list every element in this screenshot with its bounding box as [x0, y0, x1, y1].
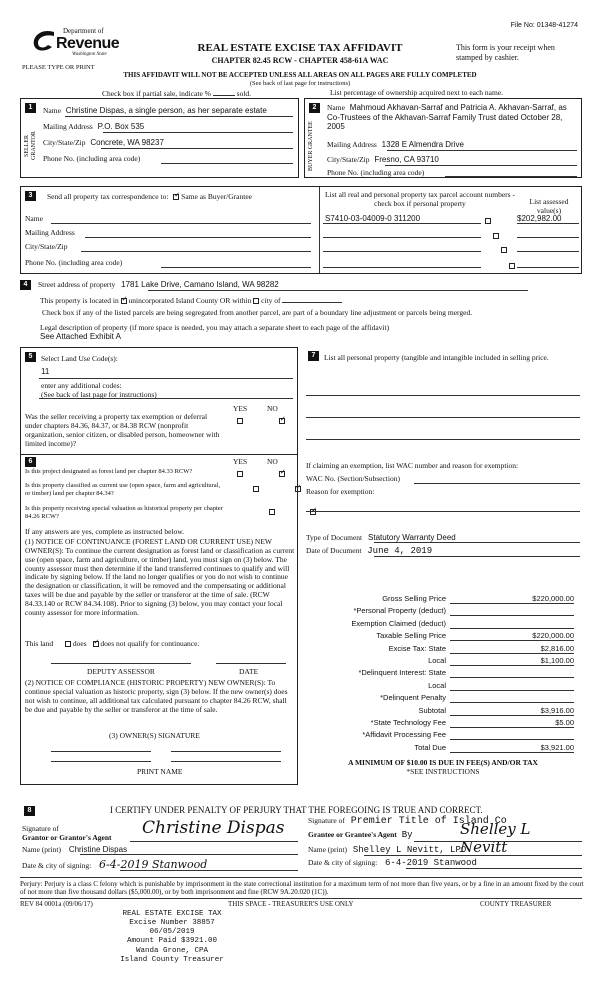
exempt-no-checkbox[interactable]: [279, 418, 285, 424]
fee-row: [304, 705, 582, 717]
no-header-6: NO: [267, 457, 278, 466]
doc-type-value[interactable]: Statutory Warranty Deed: [368, 533, 456, 542]
seller-mail-line: [103, 132, 293, 133]
forest-yes-checkbox[interactable]: [237, 471, 243, 477]
section-4-number: 4: [20, 280, 31, 290]
buyer-city-line: [385, 165, 577, 166]
assessed-header: List assessed value(s): [529, 197, 569, 215]
continuance-notice: (1) NOTICE OF CONTINUANCE (FOREST LAND OR CURRENT USE) NEW OWNER(S): To continue the current designation as forest land or classification as current use (open space, farm and agriculture, or timber) land, you must sign on (3) below. The county assessor must then determine if the land transferred continues to qualify and will indicate by signing below. If the land no longer qualifies or you do not wish to continue the designation or classification, it will be removed and the compensating or additional taxes will be due and payable by the seller or transferor at the time of sale. (RCW 84.33.140 or RCW 84.34.108). Prior to signing (3) below, you may contact your local county assessor for more information.: [25, 537, 295, 617]
legal-label: Legal description of property (if more space is needed, you may attach a separate sheet to each page of the affidavit): [40, 323, 390, 332]
doc-date-label: Date of Document: [306, 546, 362, 555]
section-3-number: 3: [25, 191, 36, 201]
fee-label: Local: [428, 680, 446, 690]
grantee-agent-label: Grantee or Grantee's Agent: [308, 830, 397, 839]
located-row: [40, 295, 342, 305]
seller-name-row: [43, 106, 295, 116]
county-treasurer-label: COUNTY TREASURER: [480, 900, 552, 908]
section-3-divider: [319, 187, 320, 273]
street-line: [148, 290, 528, 291]
fee-value[interactable]: $220,000.00: [450, 631, 574, 641]
grantee-name-label: Name (print): [308, 845, 347, 854]
fee-row: [304, 680, 582, 692]
parcel-field-4[interactable]: [323, 267, 481, 268]
buyer-city-value[interactable]: Fresno, CA 93710: [374, 155, 439, 164]
rev-number: REV 84 0001a (09/06/17): [20, 900, 93, 908]
perjury-notice: Perjury: Perjury is a class C felony which is punishable by imprisonment in the state correctional institution for a maximum term of not more than five years, or by a fine in an amount fixed by the court of not more than five thousand dollars ($5,000.00), or by both imprisonment and fine (RCW 9A.20.020 (1C)).: [20, 880, 584, 897]
logo-swoosh-icon: [30, 28, 58, 54]
reason-label: Reason for exemption:: [306, 487, 375, 496]
reason-field-1[interactable]: [306, 511, 580, 512]
grantee-name-value[interactable]: Shelley L Nevitt, LPO: [352, 845, 467, 855]
fee-value[interactable]: [450, 606, 574, 616]
see-instructions: *SEE INSTRUCTIONS: [406, 767, 480, 776]
grantor-date-label: Date & city of signing:: [22, 861, 92, 870]
grantor-sig-of: Signature of: [22, 824, 59, 833]
buyer-name-value[interactable]: Mahmoud Akhavan-Sarraf and Patricia A. Akhavan-Sarraf, as Co-Trustees of the Akhavan-Sarraf Family Trust dated October 28, 2005: [327, 103, 567, 132]
same-as-buyer-checkbox[interactable]: [173, 194, 179, 200]
does-not-label: does not: [100, 639, 126, 648]
segregated-text: Check box if any of the listed parcels are being segregated from another parcel, are part of a boundary line adjustment or parcels being merged.: [42, 308, 473, 317]
buyer-mail-row: [327, 140, 464, 150]
doc-type-line: [374, 542, 580, 543]
section-1-seller: [20, 98, 299, 178]
seller-city-line: [101, 148, 293, 149]
c-name-field[interactable]: [51, 223, 311, 224]
segregated-row: [42, 308, 582, 317]
land-use-label: Select Land Use Code(s):: [41, 354, 118, 363]
section-7-exemption: [304, 347, 582, 787]
fee-row: [304, 742, 582, 754]
fee-value[interactable]: $5.00: [450, 718, 574, 728]
fee-row: [304, 643, 582, 655]
continuance-row: [25, 639, 199, 648]
fee-value[interactable]: $3,921.00: [450, 743, 574, 753]
fee-value[interactable]: $3,916.00: [450, 706, 574, 716]
fee-row: [304, 655, 582, 667]
land-use-line: [39, 378, 293, 379]
treasurer-use-only: THIS SPACE - TREASURER'S USE ONLY: [228, 900, 354, 908]
stamp-line: 06/05/2019: [149, 928, 195, 937]
seller-name-value[interactable]: Christine Dispas, a single person, as her separate estate: [65, 106, 267, 115]
buyer-phone-label: Phone No. (including area code): [327, 168, 425, 177]
grantor-sig-line: [130, 841, 298, 842]
assessed-field-4[interactable]: [517, 267, 579, 268]
exemption-question: Was the seller receiving a property tax exemption or deferral under chapters 84.36, 84.37, or 84.38 RCW (nonprofit organization, senior citizen, or disabled person, homeowner with limited income)?: [25, 412, 220, 448]
assessed-line-1: [517, 223, 579, 224]
grantee-date-label: Date & city of signing:: [308, 858, 378, 867]
city-of-checkbox[interactable]: [253, 298, 259, 304]
fee-value[interactable]: [450, 619, 574, 629]
exempt-yes-checkbox[interactable]: [237, 418, 243, 424]
located-pre: This property is located in: [40, 296, 119, 305]
c-mail-field[interactable]: [85, 237, 311, 238]
section-6-designation: [20, 455, 298, 785]
fee-label: Gross Selling Price: [382, 594, 446, 603]
section-4-property: [20, 280, 582, 345]
buyer-phone-field[interactable]: [445, 176, 577, 177]
buyer-name-row: [327, 103, 577, 132]
fee-value[interactable]: [450, 693, 574, 703]
qualify-label: qualify for continuance.: [127, 639, 200, 648]
form-title: REAL ESTATE EXCISE TAX AFFIDAVIT: [197, 42, 403, 54]
owner-sig-field-2[interactable]: [171, 751, 281, 752]
seller-city-label: City/State/Zip: [43, 138, 86, 147]
unincorporated-checkbox[interactable]: [121, 298, 127, 304]
seller-grantor-label: SELLER GRANTOR: [24, 131, 38, 161]
buyer-city-label: City/State/Zip: [327, 155, 370, 164]
file-number: File No: 01348-41274: [510, 22, 578, 29]
treasurer-stamp: [112, 910, 232, 965]
historic-yes-checkbox[interactable]: [269, 509, 275, 515]
forest-no-checkbox[interactable]: [279, 471, 285, 477]
c-name-label: Name: [25, 214, 43, 223]
grantee-sig-line: [414, 841, 582, 842]
buyer-mail-line: [387, 150, 577, 151]
current-use-question: Is this property classified as current use (open space, farm and agricultural, or timber) land per chapter 84.34?: [25, 482, 221, 497]
partial-sale-label: Check box if partial sale, indicate %: [102, 89, 211, 98]
c-phone-label: Phone No. (including area code): [25, 258, 123, 267]
assessed-field-3[interactable]: [517, 251, 579, 252]
seller-phone-label: Phone No. (including area code): [43, 154, 141, 163]
grantee-signature[interactable]: Shelley L Nevitt: [460, 820, 531, 856]
fee-row: [304, 605, 582, 617]
footer-rule: [20, 877, 582, 878]
grantor-date-line: [120, 870, 298, 871]
fee-label: *Personal Property (deduct): [353, 606, 446, 616]
assessed-value[interactable]: $202,982.00: [517, 214, 562, 223]
compliance-notice: (2) NOTICE OF COMPLIANCE (HISTORIC PROPERTY) NEW OWNER(S): To continue special valuation as historic property, sign (3) below. If the new owner(s) does not wish to continue, all additional tax calculated pursuant to chapter 84.26 RCW, shall be due and payable by the seller or transferor at the time of sale.: [25, 678, 288, 714]
buyer-mail-value[interactable]: 1328 E Almendra Drive: [381, 140, 464, 149]
deputy-sig-field[interactable]: [51, 663, 191, 664]
seller-phone-field[interactable]: [161, 163, 293, 164]
personal-property-field-3[interactable]: [306, 439, 580, 440]
current-yes-checkbox[interactable]: [253, 486, 259, 492]
claiming-exemption-label: If claiming an exemption, list WAC number and reason for exemption:: [306, 461, 519, 470]
logo-word: Revenue: [56, 35, 120, 52]
c-phone-field[interactable]: [161, 267, 311, 268]
this-land-label: This land: [25, 639, 54, 648]
fee-label: Excise Tax: State: [388, 643, 446, 653]
doc-type-label: Type of Document: [306, 533, 363, 542]
partial-pct-field[interactable]: [213, 88, 235, 96]
c-city-field[interactable]: [81, 251, 311, 252]
logo-dept: Department of: [63, 27, 104, 35]
stamp-line: Island County Treasurer: [120, 955, 224, 964]
parcel-personal-checkbox-2[interactable]: [493, 233, 499, 239]
seller-city-row: [43, 138, 164, 148]
fee-row: [304, 593, 582, 605]
assessed-field-2[interactable]: [517, 237, 579, 238]
current-no-checkbox[interactable]: [295, 486, 301, 492]
same-as-buyer-label: Same as Buyer/Grantee: [181, 192, 252, 201]
personal-property-field-2[interactable]: [306, 417, 580, 418]
does-not-checkbox[interactable]: [93, 641, 99, 647]
parcel-number[interactable]: S7410-03-04009-0 311200: [325, 214, 421, 223]
does-label: does: [72, 639, 87, 648]
send-label: Send all property tax correspondence to:: [47, 192, 169, 201]
wac-field[interactable]: [414, 483, 580, 484]
fee-table: [304, 593, 582, 754]
city-of-field[interactable]: [282, 295, 342, 303]
section-1-number: 1: [25, 103, 36, 113]
seller-mail-label: Mailing Address: [43, 122, 93, 131]
stamp-line: Excise Number 38857: [129, 919, 215, 928]
if-yes-note: If any answers are yes, complete as instructed below.: [25, 527, 185, 536]
section-7-number: 7: [308, 351, 319, 361]
send-correspondence-row: [47, 192, 252, 201]
section-6-number: 6: [25, 457, 36, 467]
fee-label: *Affidavit Processing Fee: [362, 730, 446, 740]
grantee-sig-of: Signature of: [308, 816, 345, 825]
fee-row: [304, 630, 582, 642]
grantor-name-value[interactable]: Christine Dispas: [68, 845, 128, 854]
grantee-typed-company[interactable]: Premier Title of Island Co: [350, 816, 507, 827]
certify-text: I CERTIFY UNDER PENALTY OF PERJURY THAT THE FOREGOING IS TRUE AND CORRECT.: [110, 805, 483, 815]
fee-value[interactable]: [450, 730, 574, 740]
stamp-line: REAL ESTATE EXCISE TAX: [122, 910, 222, 918]
does-checkbox[interactable]: [65, 641, 71, 647]
street-row: [38, 280, 279, 290]
street-value[interactable]: 1781 Lake Drive, Camano Island, WA 98282: [121, 280, 279, 289]
doc-date-line: [374, 556, 580, 557]
grantor-signature[interactable]: Christine Dispas: [142, 818, 285, 838]
fee-row: [304, 692, 582, 704]
historic-question: Is this property receiving special valuation as historical property per chapter 84.26 RCW?: [25, 505, 223, 520]
fee-value[interactable]: $1,100.00: [450, 656, 574, 666]
land-use-see-back: (See back of last page for instructions): [41, 390, 157, 399]
personal-property-label: List all personal property (tangible and intangible included in selling price.: [324, 353, 549, 362]
buyer-grantee-label: BUYER GRANTEE: [308, 121, 314, 171]
owner-sig-field-1[interactable]: [51, 751, 151, 752]
street-label: Street address of property: [38, 280, 116, 289]
fee-value[interactable]: $2,816.00: [450, 644, 574, 654]
receipt-note: This form is your receipt when stamped by cashier.: [456, 43, 555, 63]
grantor-name-line: [80, 854, 298, 855]
print-name-field-1[interactable]: [51, 761, 151, 762]
logo-state: Washington State: [72, 52, 107, 57]
parcel-header: List all real and personal property tax parcel account numbers - check box if personal property: [325, 190, 515, 208]
see-back-note: (See back of last page for instructions): [249, 80, 351, 87]
fee-label: *Delinquent Interest: State: [358, 668, 446, 678]
seller-name-label: Name: [43, 106, 61, 115]
buyer-name-label: Name: [327, 103, 345, 112]
fee-label: *State Technology Fee: [370, 717, 446, 727]
fee-label: Subtotal: [418, 705, 446, 715]
sold-label: sold.: [236, 89, 252, 98]
grantee-date-value[interactable]: 6-4-2019 Stanwood: [385, 858, 477, 868]
section-2-number: 2: [309, 103, 320, 113]
section-3-correspondence: [20, 186, 582, 274]
grantor-name-label: Name (print): [22, 845, 61, 854]
fee-row: [304, 729, 582, 741]
parcel-personal-checkbox-4[interactable]: [509, 263, 515, 269]
fee-row: [304, 667, 582, 679]
parcel-personal-checkbox-3[interactable]: [501, 247, 507, 253]
deputy-date-field[interactable]: [216, 663, 286, 664]
parcel-field-2[interactable]: [323, 237, 481, 238]
fee-value[interactable]: [450, 668, 574, 678]
list-pct-note: List percentage of ownership acquired next to each name.: [330, 88, 504, 97]
buyer-mail-label: Mailing Address: [327, 140, 377, 149]
deputy-assessor-label: DEPUTY ASSESSOR: [87, 667, 155, 676]
grantee-agent-row: [308, 830, 413, 841]
stamp-line: Wanda Grone, CPA: [135, 946, 208, 955]
forest-question: Is this project designated as forest land per chapter 84.33 RCW?: [25, 468, 193, 475]
please-type: PLEASE TYPE OR PRINT: [22, 64, 95, 71]
section-2-buyer: [304, 98, 582, 178]
section-8-certification: [20, 800, 582, 874]
fee-label: Taxable Selling Price: [376, 631, 446, 641]
buyer-city-row: [327, 155, 439, 165]
fee-value[interactable]: [450, 681, 574, 691]
wac-label: WAC No. (Section/Subsection): [306, 474, 400, 483]
grantor-agent-label: Grantor or Grantor's Agent: [22, 833, 112, 842]
personal-property-field-1[interactable]: [306, 395, 580, 396]
seller-mail-value[interactable]: P.O. Box 535: [97, 122, 145, 131]
land-use-value[interactable]: 11: [41, 367, 50, 376]
section-5-land-use: [20, 347, 298, 455]
located-mid: unincorporated Island County OR within: [128, 296, 252, 305]
parcel-personal-checkbox-1[interactable]: [485, 218, 491, 224]
c-mail-label: Mailing Address: [25, 228, 75, 237]
section-5-number: 5: [25, 352, 36, 362]
section-8-number: 8: [24, 806, 35, 816]
deputy-date-label: DATE: [239, 667, 259, 676]
fee-label: *Delinquent Penalty: [380, 693, 446, 703]
fee-row: [304, 717, 582, 729]
grantor-date-value[interactable]: 6-4-2019 Stanwood: [99, 858, 208, 871]
parcel-field-3[interactable]: [323, 251, 481, 252]
seller-name-line: [65, 116, 293, 117]
minimum-fee-text: A MINIMUM OF $10.00 IS DUE IN FEE(S) AND/OR TAX: [348, 758, 538, 767]
partial-sale-row: [102, 88, 251, 98]
form-subtitle: CHAPTER 82.45 RCW - CHAPTER 458-61A WAC: [211, 56, 389, 65]
fee-label: Local: [428, 655, 446, 665]
owner-signature-label: (3) OWNER(S) SIGNATURE: [109, 731, 200, 740]
additional-codes-label: enter any additional codes:: [41, 381, 122, 390]
yes-header-6: YES: [233, 457, 248, 466]
no-header-5: NO: [267, 404, 278, 413]
revenue-logo: [30, 24, 120, 64]
grantee-name-line: [364, 855, 582, 856]
grantee-date-line: [406, 868, 582, 869]
legal-value[interactable]: See Attached Exhibit A: [40, 332, 121, 341]
doc-date-value[interactable]: June 4, 2019: [367, 546, 433, 556]
print-name-label: PRINT NAME: [137, 767, 183, 776]
footer-rule-2: [20, 898, 582, 899]
yes-header-5: YES: [233, 404, 248, 413]
grantee-by: By: [401, 830, 413, 840]
fee-label: Exemption Claimed (deduct): [351, 618, 446, 628]
fee-row: [304, 618, 582, 630]
parcel-line-1: [323, 223, 481, 224]
warning-text: THIS AFFIDAVIT WILL NOT BE ACCEPTED UNLESS ALL AREAS ON ALL PAGES ARE FULLY COMPLETED: [123, 71, 477, 79]
c-city-label: City/State/Zip: [25, 242, 68, 251]
print-name-field-2[interactable]: [171, 761, 281, 762]
fee-value[interactable]: $220,000.00: [450, 594, 574, 604]
stamp-line: Amount Paid $3921.00: [126, 937, 217, 946]
seller-city-value[interactable]: Concrete, WA 98237: [90, 138, 164, 147]
city-of-label: city of: [261, 296, 281, 305]
seller-mail-row: [43, 122, 144, 132]
fee-label: Total Due: [414, 742, 446, 752]
